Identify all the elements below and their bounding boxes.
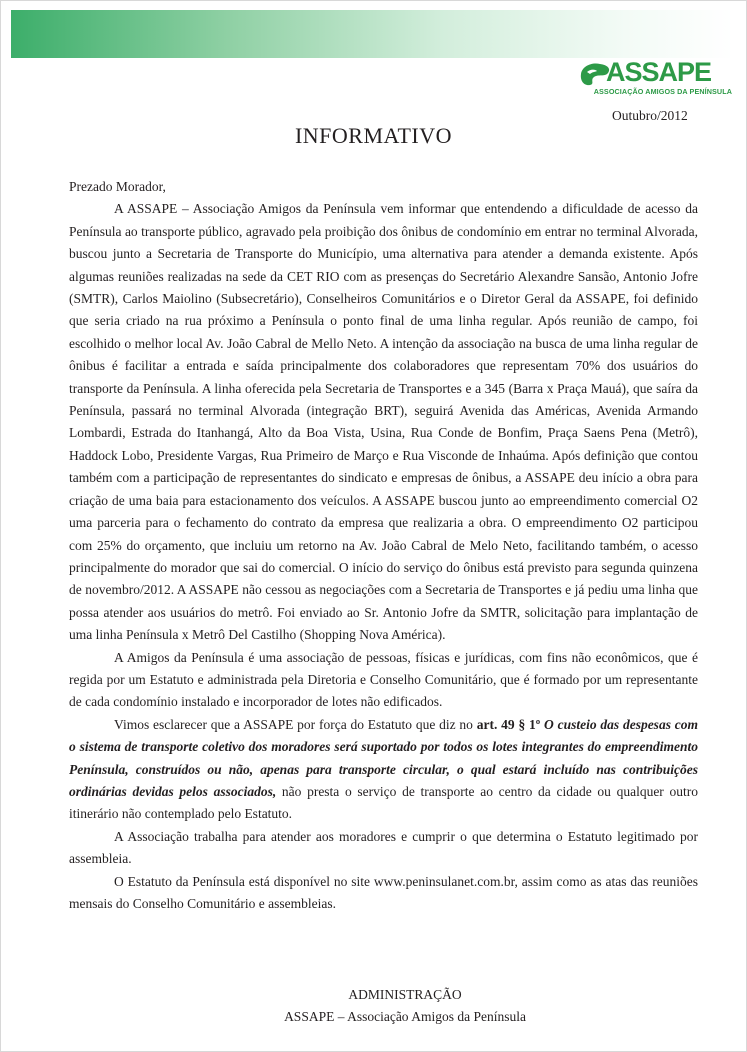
- statute-article: art. 49 § 1º: [476, 716, 541, 732]
- statute-conclusion: não presta o serviço de transporte ao centro da cidade ou qualquer outro itinerário não contemplado pelo Estatuto.: [69, 783, 698, 822]
- statute-intro: Vimos esclarecer que a ASSAPE por força do Estatuto que diz no: [114, 716, 477, 732]
- logo-subtitle: ASSOCIAÇÃO AMIGOS DA PENÍNSULA: [593, 87, 732, 96]
- signature-title: ADMINISTRAÇÃO: [348, 987, 462, 1002]
- header-gradient-bar: [11, 10, 734, 58]
- assape-logo: [578, 57, 732, 100]
- paragraph-website: O Estatuto da Península está disponível no site www.peninsulanet.com.br, assim como as atas das reuniões mensais do Conselho Comunitário e assembleias.: [69, 873, 698, 911]
- signature-block: [0, 984, 747, 1028]
- logo-wordmark: ASSAPE: [606, 57, 712, 87]
- document-date: Outubro/2012: [612, 108, 688, 123]
- letter-body: [69, 176, 698, 915]
- statute-quote: O custeio das despesas com o sistema de transporte coletivo dos moradores será suportado por todos os lotes integrantes do empreendimento Península, construídos ou não, apenas para transporte circular, o qual estará incluído nas contribuições ordinárias devidas pelos associados,: [69, 716, 698, 799]
- paragraph-bus-line: A ASSAPE – Associação Amigos da Península vem informar que entendendo a dificuldade de acesso da Península ao transporte público, agravado pela proibição dos ônibus de condomínio em entrar no terminal Alvorada, buscou junto a Secretaria de Transporte do Município, uma alternativa para atender a demanda existente. Após algumas reuniões realizadas na sede da CET RIO com as presenças do Secretário Alexandre Sansão, Antonio Jofre (SMTR), Carlos Maiolino (Subsecretário), Conselheiros Comunitários e o Diretor Geral da ASSAPE, foi definido que seria criado na rua próximo a Península o ponto final de uma linha regular. Após reunião de campo, foi escolhido o melhor local Av. João Cabral de Mello Neto. A intenção da associação na busca de uma linha regular de ônibus é facilitar a entrada e saída principalmente dos colaboradores que representam 70% dos usuários do transporte da Península. A linha oferecida pela Secretaria de Transportes e a 345 (Barra x Praça Mauá), que saíra da Península, passará no terminal Alvorada (integração BRT), seguirá Avenida das Américas, Avenida Armando Lombardi, Estrada do Itanhangá, Alto da Boa Vista, Usina, Rua Conde de Bonfim, Praça Saens Pena (Metrô), Haddock Lobo, Presidente Vargas, Rua Primeiro de Março e Rua Visconde de Inhaúma. Após definição que contou também com a participação de representantes do sindicato e empresas de ônibus, a ASSAPE deu início a obra para criação de uma baia para estacionamento dos veículos. A ASSAPE buscou junto ao empreendimento comercial O2 uma parceria para o fechamento do contrato da empresa que realizaria a obra. O empreendimento O2 participou com 25% do orçamento, que incluiu um retorno na Av. João Cabral de Melo Neto, facilitando também, o acesso principalmente do morador que sai do comercial. O início do serviço do ônibus está previsto para segunda quinzena de novembro/2012. A ASSAPE não cessou as negociações com a Secretaria de Transportes e já pediu uma linha que possa atender aos usuários do metrô. Foi enviado ao Sr. Antonio Jofre da SMTR, solicitação para implantação de uma linha Península x Metrô Del Castilho (Shopping Nova América).: [69, 201, 698, 643]
- document-title: INFORMATIVO: [294, 123, 453, 148]
- signature-organization: ASSAPE – Associação Amigos da Península: [284, 1009, 526, 1024]
- paragraph-mission: A Associação trabalha para atender aos moradores e cumprir o que determina o Estatuto legitimado por assembleia.: [69, 828, 698, 867]
- letter-greeting: Prezado Morador,: [69, 179, 166, 194]
- paragraph-association: A Amigos da Península é uma associação de pessoas, físicas e jurídicas, com fins não econômicos, que é regida por um Estatuto e administrada pela Diretoria e Conselho Comunitário, que é formado por um representante de cada condomínio instalado e incorporador de lotes não edificados.: [69, 649, 698, 710]
- paragraph-statute: [69, 714, 698, 826]
